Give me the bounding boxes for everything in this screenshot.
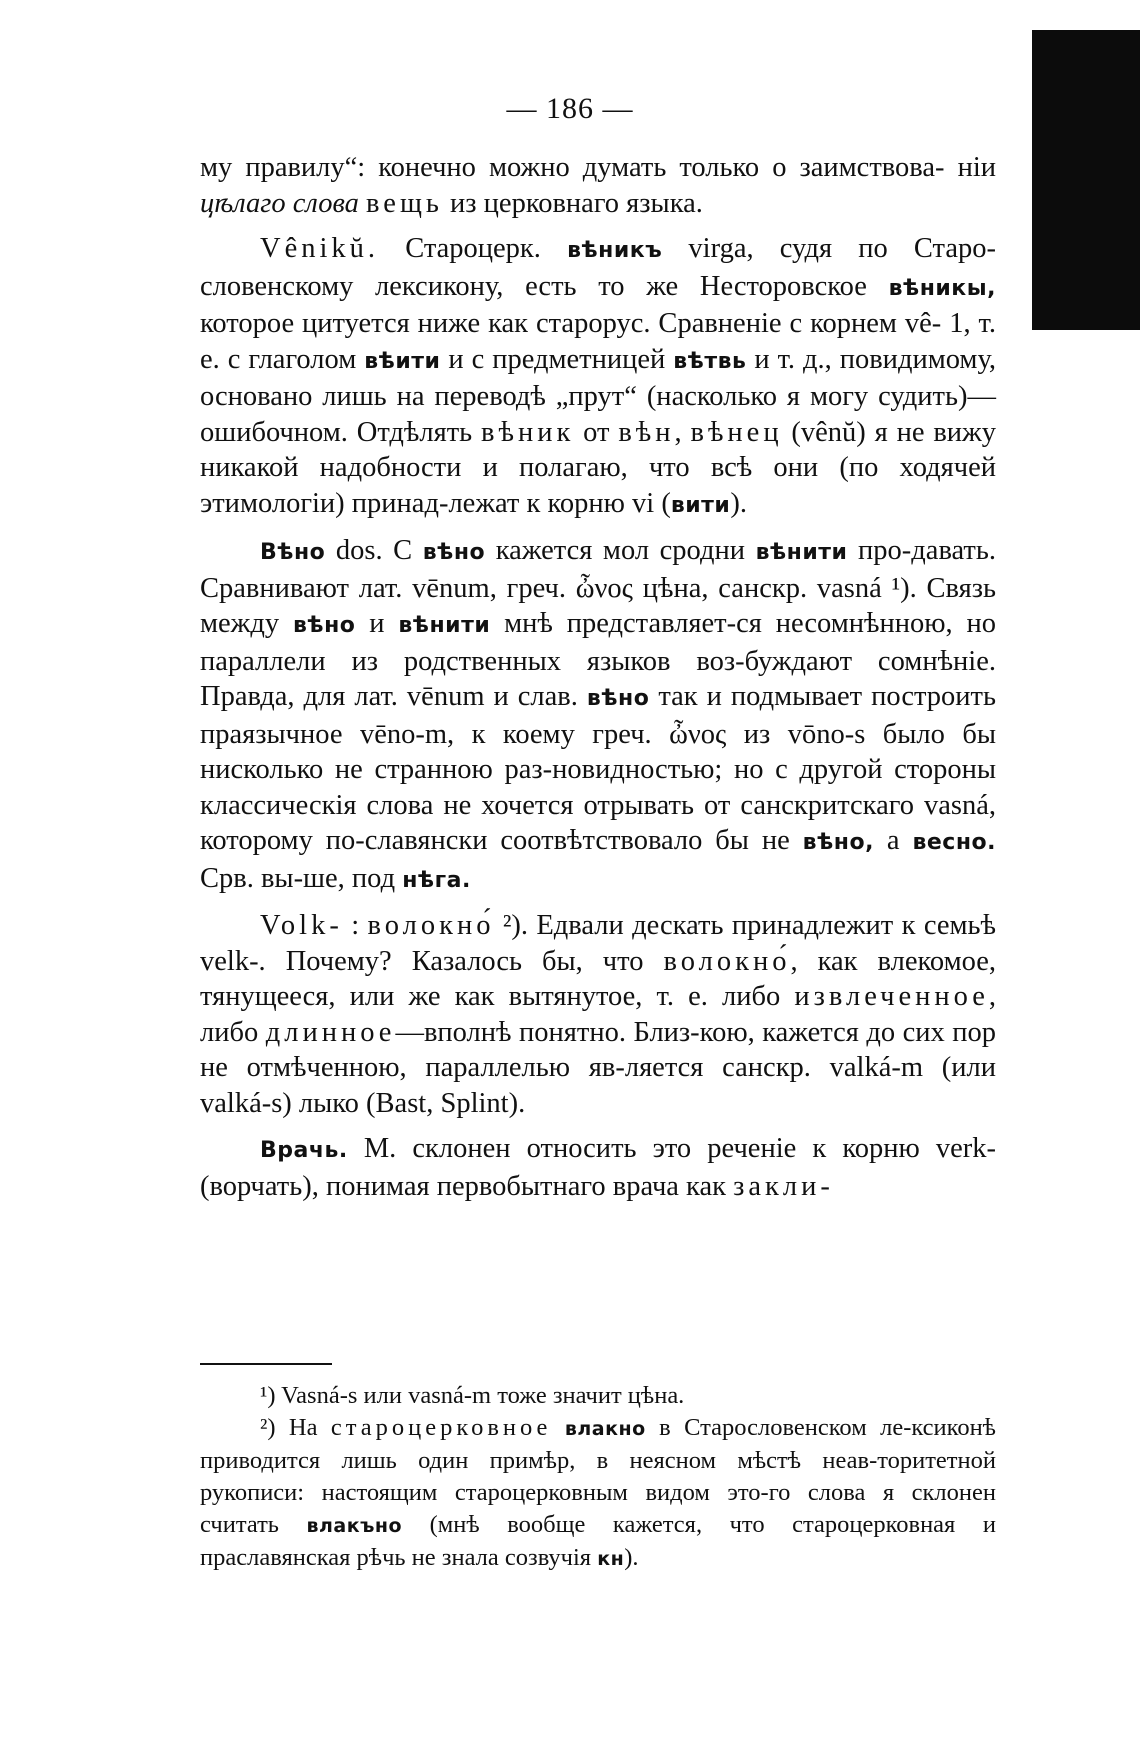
church-slavonic-word: вити [670, 492, 731, 518]
footnote-divider [200, 1363, 332, 1365]
spaced-word: волокно́ [663, 945, 791, 977]
footnotes [200, 1380, 996, 1575]
text-run: про-давать. Сравнивают лат. vēnum, греч. ὦνος цѣна, санскр. vasná ¹). Связь между [200, 535, 997, 639]
text-run: ніи [957, 152, 996, 183]
text-run: Срв. вы-ше, под [200, 862, 403, 894]
church-slavonic-word: вѣно [422, 540, 486, 565]
text-run: ). [730, 487, 747, 519]
church-slavonic-word: нѣга. [402, 867, 471, 893]
text-run: мнѣ представляет-ся несомнѣнною, но параллели из родственных языков воз-буждают сомнѣніе. Правда, для лат. vēnum и слав. [200, 608, 996, 712]
text-run: и с предметницей [440, 343, 674, 375]
church-slavonic-word: весно. [912, 830, 996, 855]
church-slavonic-word: вѣникъ [567, 238, 663, 263]
text-run: dos. С [325, 535, 423, 566]
text-run: : [342, 910, 368, 941]
footnote-1: ¹) Vasná-s или vasná-m тоже значит цѣна. [260, 1382, 685, 1409]
text-run: из церковнаго языка. [442, 187, 703, 219]
church-slavonic-word: вѣно, [802, 830, 874, 855]
spaced-word: извлеченное [794, 981, 989, 1012]
text-run: и [355, 608, 399, 639]
text-run: , как влекомое, тянущееся, или же как вытянутое, т. е. либо [200, 945, 996, 1012]
entry-term: Врачь. [260, 1138, 348, 1163]
text-run: М. склонен относить это реченіе к корню verk- (ворчать), понимая первобытнаго врача как [200, 1133, 996, 1202]
text-run: (vênŭ) я не вижу никакой надобности и полагаю, что всѣ они (по ходячей этимологіи) принад-лежат к корню vi ( [200, 416, 996, 519]
spaced-word: закли- [733, 1170, 834, 1202]
church-slavonic-word: вѣникы, [888, 275, 996, 301]
paragraph-veno [200, 533, 996, 898]
entry-term: Volk- [260, 910, 343, 941]
text-run: кажется мол сродни [485, 535, 756, 566]
text-run: му правилу“: конечно можно думать только о заимствова- [200, 152, 945, 183]
text-run: —вполнѣ понятно. Близ-кою, кажется до сих пор не отмѣченною, параллелью яв-ляется санскр. valká-m (или valká-s) лыко (Bast, Splint). [200, 1016, 996, 1119]
church-slavonic-word: вѣнити [755, 540, 848, 565]
text-run: в Старословенском ле-ксиконѣ приводится лишь один примѣр, в неясном мѣстѣ неав-торитетной рукописи: настоящим староцерковным видом это-го слова я склонен считать [200, 1414, 996, 1538]
paragraph-1 [200, 150, 996, 221]
church-slavonic-word: влакно [564, 1418, 646, 1440]
entry-term: Вѣно [260, 540, 326, 565]
text-run: , [674, 416, 691, 448]
church-slavonic-word: вѣно [586, 686, 650, 711]
church-slavonic-word: вѣити [364, 348, 441, 374]
main-text [200, 150, 996, 1204]
text-run: которое цитуется ниже как старорус. Сравненіе с корнем vê- 1, т. е. с глаголом [200, 308, 996, 375]
spaced-word: волокно́ [367, 910, 495, 941]
spaced-word: староцерковное [330, 1414, 552, 1441]
spaced-word: вѣн [618, 416, 675, 448]
footnote-2 [200, 1412, 996, 1575]
text-run: от [574, 416, 619, 448]
text-run [551, 1414, 564, 1441]
spaced-word: вещь [366, 187, 443, 219]
text-run: а [873, 825, 913, 856]
text-run: , либо [200, 981, 996, 1048]
paragraph-vrachi [200, 1131, 996, 1204]
spaced-word: длинное [265, 1016, 396, 1048]
text-run: virga, судя по Старо-словенскому лексикону, есть то же Несторовское [200, 233, 996, 302]
text-run: ²) На [260, 1414, 331, 1441]
text-run: ²). Едвали дескать принадлежит к семьѣ velk-. Почему? Казалось бы, что [200, 910, 996, 977]
spaced-word: вѣник [481, 416, 575, 448]
text-run: (мнѣ вообще кажется, что староцерковная и праславянская рѣчь не знала созвучія [200, 1511, 996, 1571]
spaced-word: вѣнец [690, 416, 783, 448]
text-run: так и подмывает построить праязычное vēno-m, к коему греч. ὦνος из vōno-s было бы нисколько не странною раз-новидностью; но с другой стороны классическія слова не хочется отрывать от санскритскаго vasná, которому по-славянски соотвѣтствовало бы не [200, 681, 996, 856]
text-run: ). [624, 1544, 639, 1571]
entry-term: Vênikŭ. [260, 233, 380, 264]
church-slavonic-word: вѣнити [398, 613, 491, 638]
text-run: и т. д., повидимому, основано лишь на переводѣ „прут“ (насколько я могу судить)—ошибочном. Отдѣлять [200, 343, 996, 448]
text-run [359, 188, 366, 219]
text-run: Староцерк. [379, 233, 568, 264]
italic-phrase: цѣлаго слова [200, 187, 359, 219]
church-slavonic-word: вѣтвь [673, 348, 747, 374]
paragraph-veniku [200, 231, 996, 523]
page-number: — 186 — [506, 92, 634, 125]
church-slavonic-word: вѣно [292, 613, 356, 638]
church-slavonic-word: влакъно [306, 1515, 403, 1537]
church-slavonic-word: кн [597, 1548, 625, 1570]
scan-dark-edge [1032, 30, 1140, 330]
paragraph-volk [200, 908, 996, 1121]
